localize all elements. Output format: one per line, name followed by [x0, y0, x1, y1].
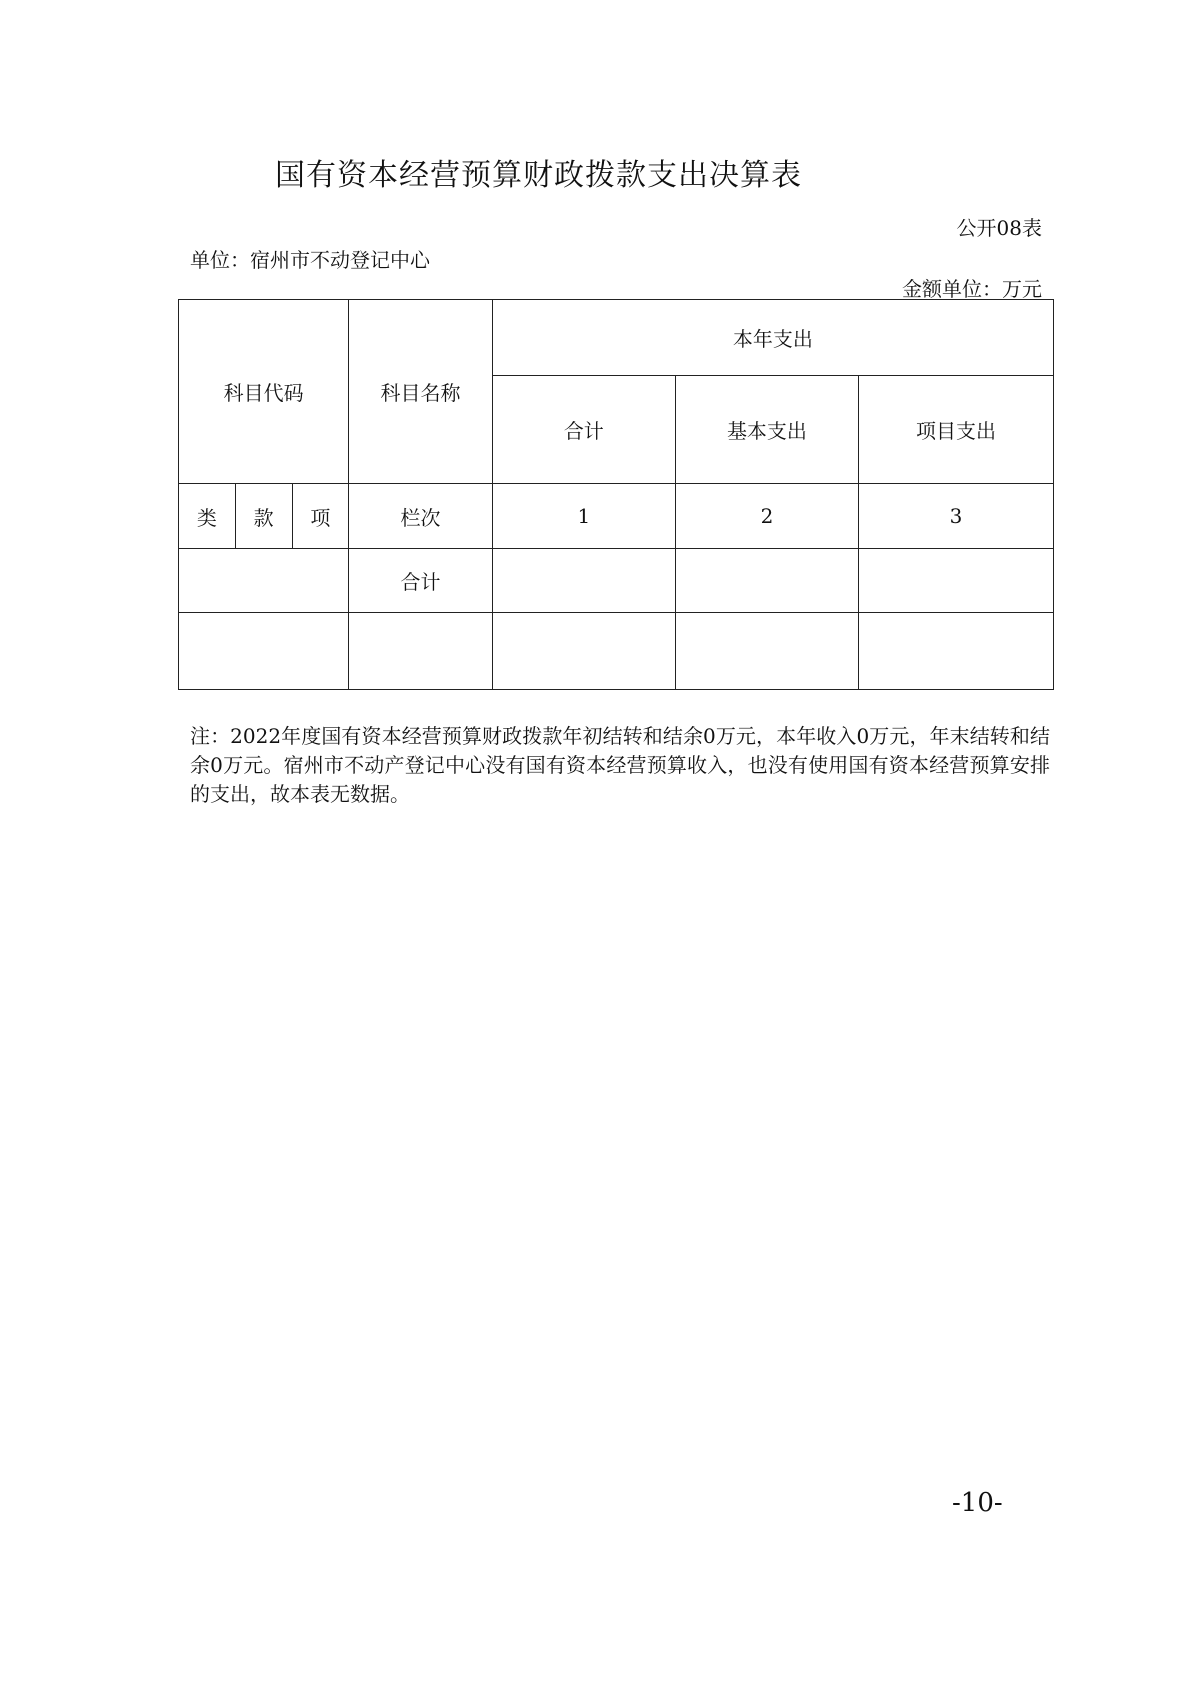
total-row-total	[492, 549, 675, 613]
row-total	[492, 613, 675, 690]
row-name	[349, 613, 493, 690]
project-expense-header: 项目支出	[859, 376, 1054, 484]
current-year-expense-header: 本年支出	[492, 300, 1053, 376]
table-note: 注：2022年度国有资本经营预算财政拨款年初结转和结余0万元，本年收入0万元，年末结转和结余0万元。宿州市不动产登记中心没有国有资本经营预算收入，也没有使用国有资本经营预算安排的支出，故本表无数据。	[190, 724, 1050, 806]
category-header: 类	[179, 484, 236, 549]
form-number: 公开08表	[956, 216, 1042, 240]
column-2-index: 2	[675, 484, 858, 549]
total-row-label: 合计	[349, 549, 493, 613]
subject-code-header: 科目代码	[179, 300, 349, 484]
column-index-row	[179, 484, 1054, 549]
total-row	[179, 549, 1054, 613]
header-row-1	[179, 300, 1054, 376]
section-header: 款	[235, 484, 292, 549]
total-row-basic	[675, 549, 858, 613]
total-header: 合计	[492, 376, 675, 484]
page-number: -10-	[952, 1488, 1003, 1518]
row-code	[179, 613, 349, 690]
table-row	[179, 613, 1054, 690]
subject-name-header: 科目名称	[349, 300, 493, 484]
total-row-project	[859, 549, 1054, 613]
total-row-code	[179, 549, 349, 613]
amount-unit: 金额单位：万元	[902, 277, 1042, 301]
row-project	[859, 613, 1054, 690]
expense-table	[178, 299, 1054, 690]
basic-expense-header: 基本支出	[675, 376, 858, 484]
item-header: 项	[292, 484, 349, 549]
row-basic	[675, 613, 858, 690]
organization-unit: 单位：宿州市不动登记中心	[190, 248, 430, 272]
column-index-header: 栏次	[349, 484, 493, 549]
column-1-index: 1	[492, 484, 675, 549]
column-3-index: 3	[859, 484, 1054, 549]
document-title: 国有资本经营预算财政拨款支出决算表	[275, 158, 802, 193]
